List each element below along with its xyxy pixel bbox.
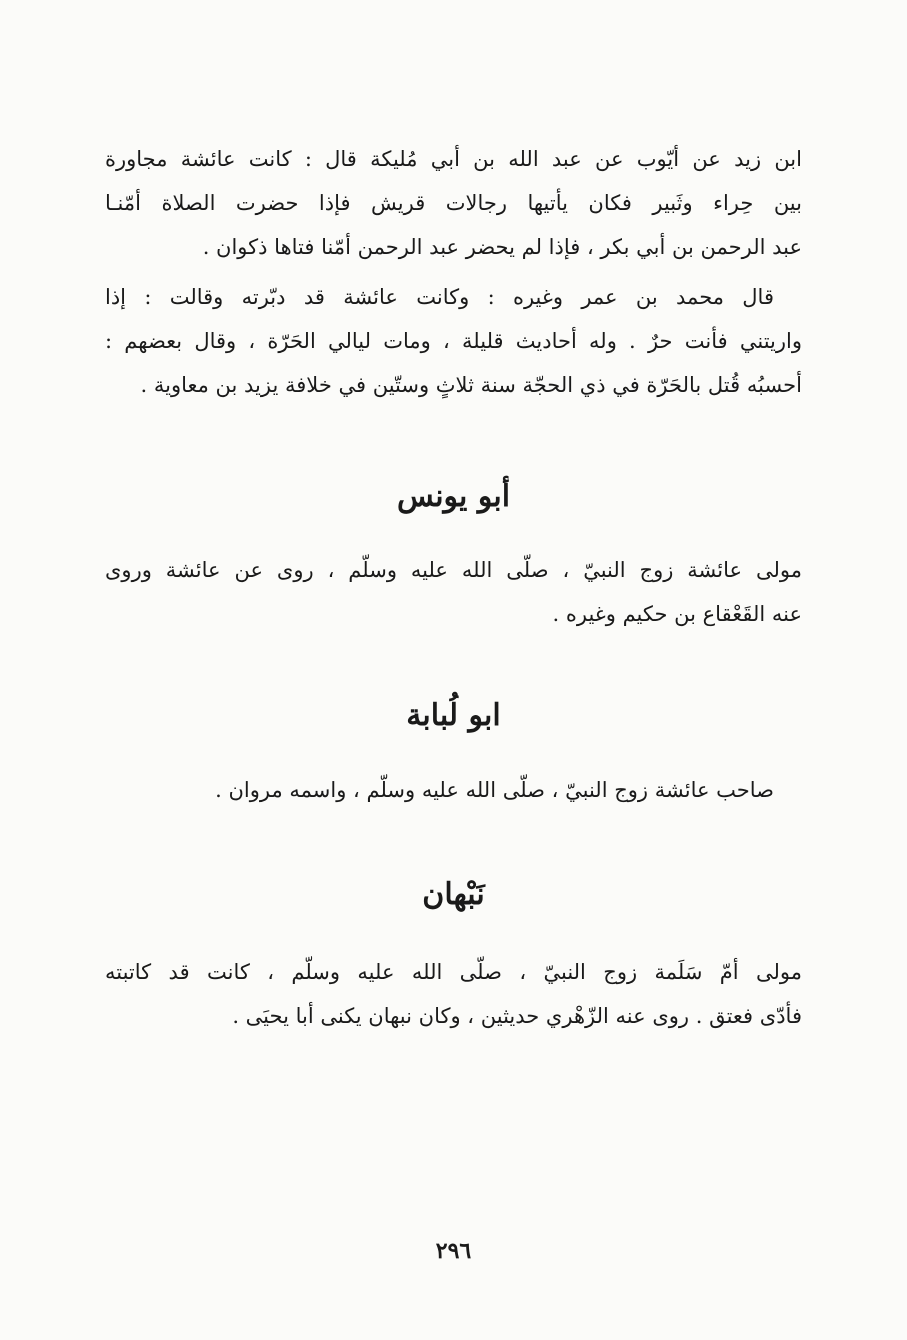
text-line: بين حِراء وثَبير فكان يأتيها رجالات قريش فإذا حضرت الصلاة أمّنـا: [105, 191, 802, 215]
text-line: مولى عائشة زوج النبيّ ، صلّى الله عليه وسلّم ، روى عن عائشة وروى: [105, 558, 802, 582]
text-line: قال محمد بن عمر وغيره : وكانت عائشة قد دبّرته وقالت : إذا: [105, 285, 774, 309]
paragraph-muhammad-ibn-umar: [105, 275, 802, 407]
section-title-nabhan: نَبْهان: [422, 877, 485, 912]
section-title-abu-lubaba: ابو لُبابة: [406, 698, 501, 733]
section-body-abu-lubaba: [105, 768, 802, 812]
text-line: عبد الرحمن بن أبي بكر ، فإذا لم يحضر عبد الرحمن أمّنا فتاها ذكوان .: [202, 235, 802, 259]
section-body-abu-yunus: [105, 548, 802, 636]
text-line: صاحب عائشة زوج النبيّ ، صلّى الله عليه وسلّم ، واسمه مروان .: [215, 778, 774, 802]
text-line: مولى أمّ سَلَمة زوج النبيّ ، صلّى الله عليه وسلّم ، كانت قد كاتبته: [105, 960, 802, 984]
section-body-nabhan: [105, 950, 802, 1038]
text-line: ابن زيد عن أيّوب عن عبد الله بن أبي مُليكة قال : كانت عائشة مجاورة: [105, 147, 802, 171]
text-line: عنه القَعْقاع بن حكيم وغيره .: [552, 602, 802, 626]
paragraph-ibn-zayd: [105, 137, 802, 269]
text-line: فأدّى فعتق . روى عنه الزّهْري حديثين ، وكان نبهان يكنى أبا يحيَى .: [232, 1004, 802, 1028]
page-number: ٢٩٦: [435, 1238, 472, 1264]
text-line: أحسبُه قُتل بالحَرّة في ذي الحجّة سنة ثلاثٍ وستّين في خلافة يزيد بن معاوية .: [140, 373, 802, 397]
section-title-abu-yunus: أبو يونس: [396, 479, 511, 514]
text-line: واريتني فأنت حرٌ . وله أحاديث قليلة ، ومات ليالي الحَرّة ، وقال بعضهم :: [105, 329, 802, 353]
